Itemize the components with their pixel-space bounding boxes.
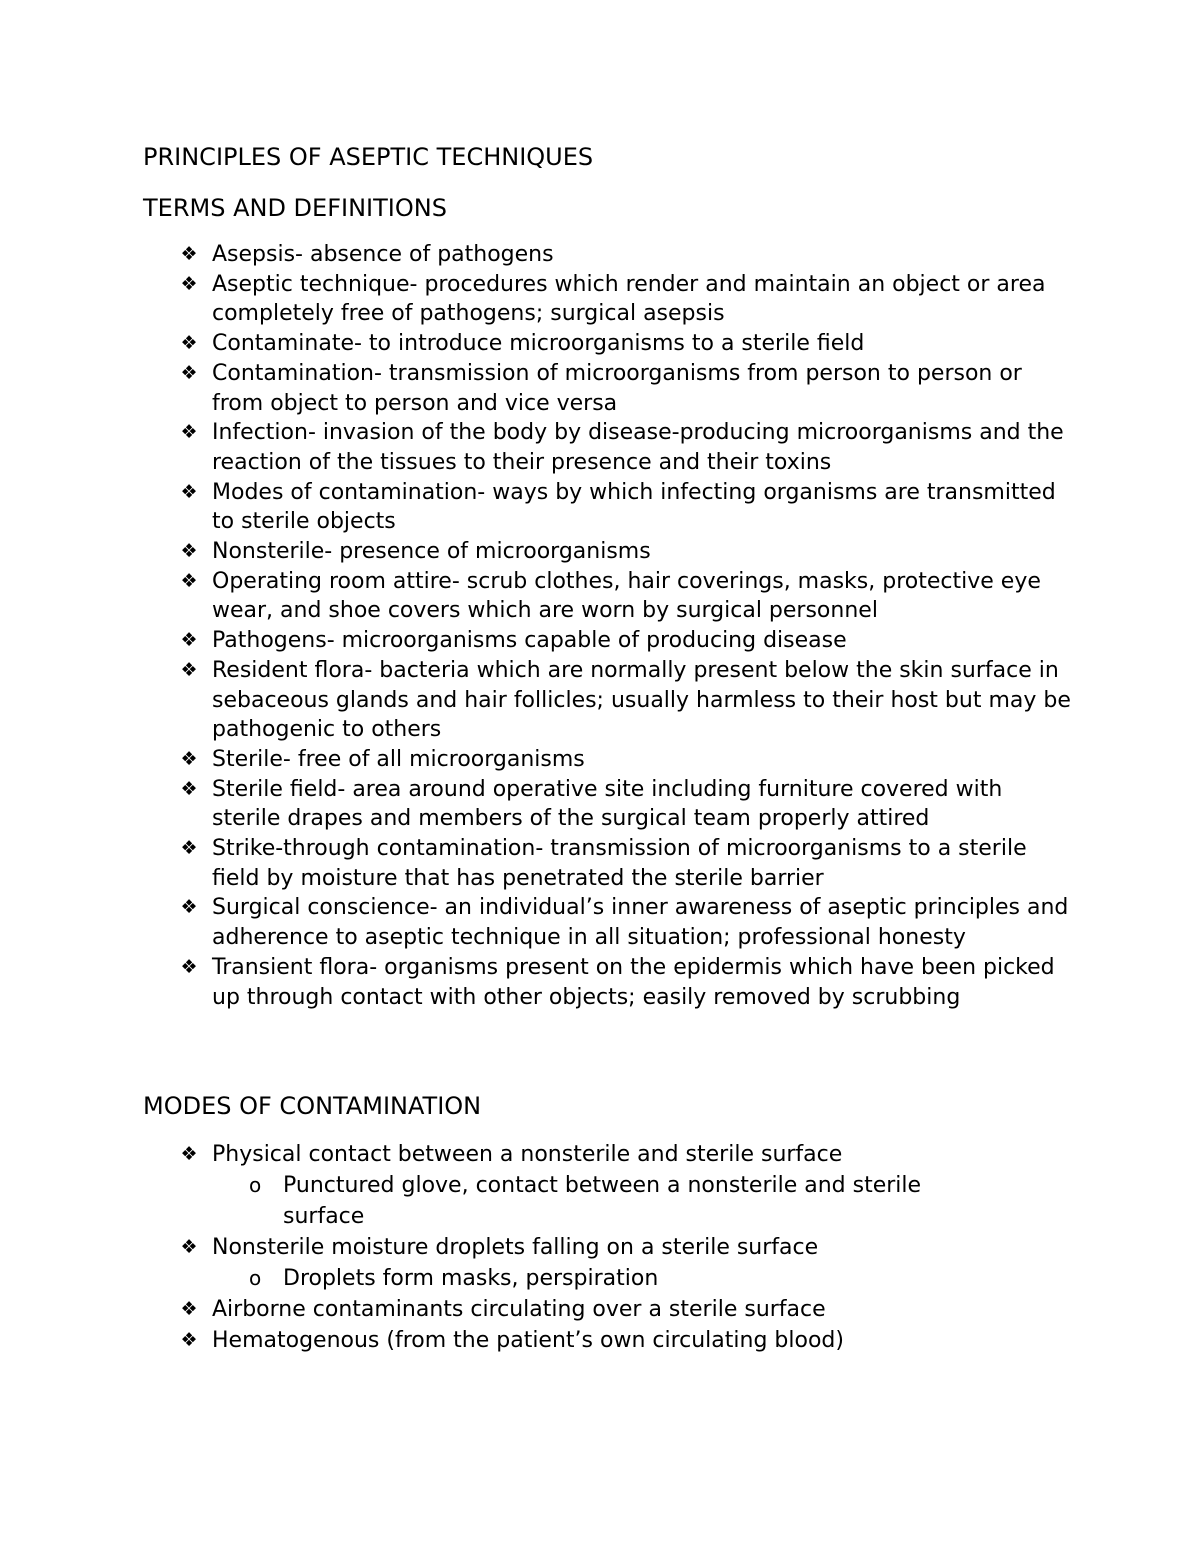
diamond-bullet-icon: ❖ [180, 896, 198, 919]
mode-text: Airborne contaminants circulating over a sterile surface [212, 1297, 826, 1322]
definition-text: Operating room attire- scrub clothes, hair coverings, masks, protective eye wear, and shoe covers which are worn by surgical personnel [212, 568, 1041, 624]
definitions-list [0, 240, 1200, 1012]
definition-text: Aseptic technique- procedures which render and maintain an object or area completely free of pathogens; surgical asepsis [212, 271, 1046, 327]
definition-text: Surgical conscience- an individual’s inner awareness of aseptic principles and adherence to aseptic technique in all situation; professional honesty [212, 895, 1069, 951]
mode-item [0, 1139, 1072, 1232]
terms-heading: TERMS AND DEFINITIONS [143, 194, 447, 222]
diamond-bullet-icon: ❖ [180, 955, 198, 978]
definition-item [0, 329, 1072, 359]
definition-item [0, 418, 1072, 477]
mode-item [0, 1294, 1072, 1325]
definition-item [0, 834, 1072, 893]
circle-bullet-icon: o [249, 1173, 262, 1197]
mode-text: Physical contact between a nonsterile and sterile surface [212, 1142, 843, 1167]
definition-item [0, 478, 1072, 537]
diamond-bullet-icon: ❖ [180, 747, 198, 770]
mode-subitem-text: Droplets form masks, perspiration [283, 1266, 659, 1291]
diamond-bullet-icon: ❖ [180, 837, 198, 860]
definition-text: Sterile field- area around operative site including furniture covered with sterile drapes and members of the surgical team properly attired [212, 776, 1003, 832]
mode-item [0, 1325, 1072, 1356]
diamond-bullet-icon: ❖ [180, 629, 198, 652]
diamond-bullet-icon: ❖ [180, 243, 198, 265]
definition-text: Sterile- free of all microorganisms [212, 746, 585, 772]
definition-text: Nonsterile- presence of microorganisms [212, 539, 651, 565]
definition-item [0, 537, 1072, 567]
diamond-bullet-icon: ❖ [180, 1329, 198, 1351]
mode-text: Hematogenous (from the patient’s own circulating blood) [212, 1328, 844, 1353]
diamond-bullet-icon: ❖ [180, 658, 198, 681]
diamond-bullet-icon: ❖ [180, 361, 198, 384]
modes-heading: MODES OF CONTAMINATION [143, 1092, 482, 1120]
mode-sublist [212, 1263, 1072, 1294]
diamond-bullet-icon: ❖ [180, 777, 198, 800]
definition-item [0, 359, 1072, 418]
definition-item [0, 626, 1072, 656]
mode-subitem [212, 1263, 983, 1294]
definition-text: Asepsis- absence of pathogens [212, 242, 554, 267]
definition-item [0, 893, 1072, 952]
definition-text: Modes of contamination- ways by which infecting organisms are transmitted to sterile objects [212, 479, 1056, 535]
mode-text: Nonsterile moisture droplets falling on a sterile surface [212, 1235, 819, 1260]
definition-text: Infection- invasion of the body by disease-producing microorganisms and the reaction of the tissues to their presence and their toxins [212, 420, 1064, 475]
definition-item [0, 775, 1072, 834]
diamond-bullet-icon: ❖ [180, 1298, 198, 1320]
definition-text: Strike-through contamination- transmission of microorganisms to a sterile field by moisture that has penetrated the sterile barrier [212, 836, 1027, 891]
circle-bullet-icon: o [249, 1266, 262, 1290]
diamond-bullet-icon: ❖ [180, 1236, 198, 1258]
mode-subitem [212, 1170, 983, 1232]
definition-item [0, 745, 1072, 775]
diamond-bullet-icon: ❖ [180, 540, 198, 563]
diamond-bullet-icon: ❖ [180, 1143, 198, 1165]
diamond-bullet-icon: ❖ [180, 332, 198, 355]
diamond-bullet-icon: ❖ [180, 569, 198, 592]
definition-text: Contamination- transmission of microorganisms from person to person or from object to person and vice versa [212, 360, 1022, 416]
diamond-bullet-icon: ❖ [180, 272, 198, 295]
modes-list [0, 1139, 1200, 1356]
definition-item [0, 953, 1072, 1012]
mode-item [0, 1232, 1072, 1294]
definition-item [0, 270, 1072, 329]
definition-text: Pathogens- microorganisms capable of producing disease [212, 628, 847, 654]
mode-subitem-text: Punctured glove, contact between a nonsterile and sterile surface [283, 1173, 922, 1229]
mode-sublist [212, 1170, 1072, 1232]
diamond-bullet-icon: ❖ [180, 480, 198, 503]
definition-text: Transient flora- organisms present on the epidermis which have been picked up through contact with other objects; easily removed by scrubbing [212, 954, 1055, 1010]
definition-item [0, 567, 1072, 626]
definition-text: Resident flora- bacteria which are normally present below the skin surface in sebaceous glands and hair follicles; usually harmless to their host but may be pathogenic to others [212, 657, 1071, 743]
page-title: PRINCIPLES OF ASEPTIC TECHNIQUES [143, 143, 594, 171]
definition-item [0, 656, 1072, 745]
diamond-bullet-icon: ❖ [180, 421, 198, 444]
definition-item [0, 240, 1072, 270]
definition-text: Contaminate- to introduce microorganisms to a sterile field [212, 331, 865, 357]
